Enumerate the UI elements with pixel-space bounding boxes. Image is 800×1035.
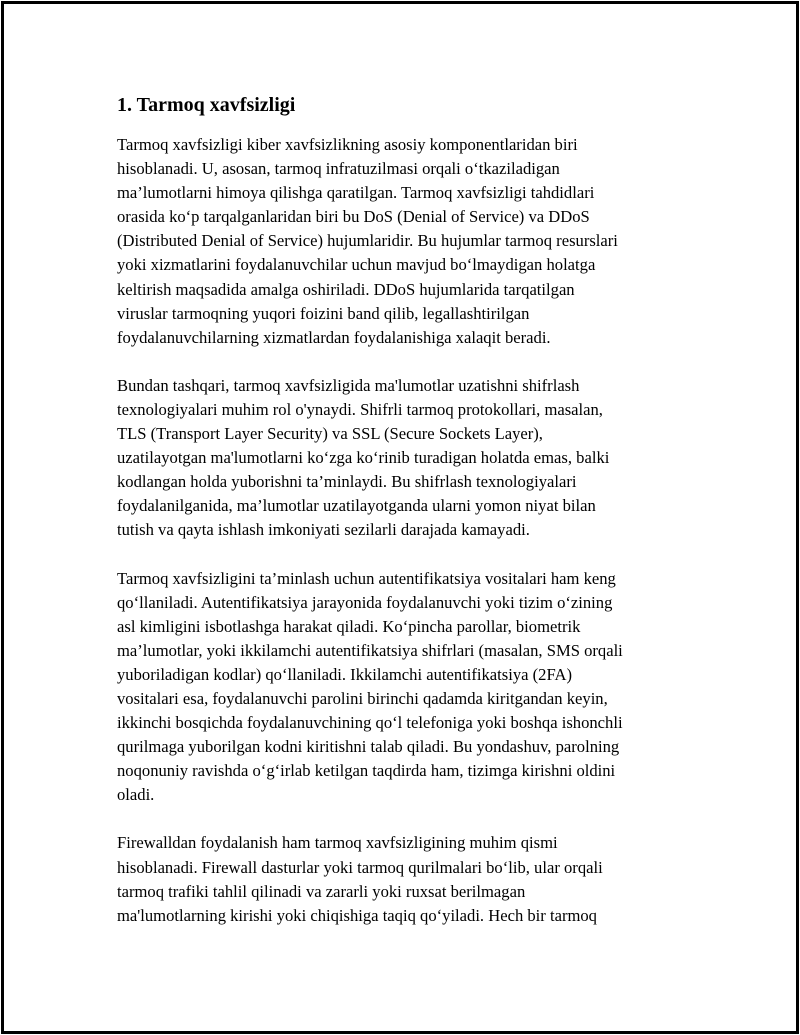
- text-line: ma'lumotlarning kirishi yoki chiqishiga taqiq qoʻyiladi. Hech bir tarmoq: [117, 905, 597, 925]
- text-line: qoʻllaniladi. Autentifikatsiya jarayonida foydalanuvchi yoki tizim oʻzining: [117, 592, 613, 612]
- text-line: oladi.: [117, 785, 155, 805]
- text-line: hisoblanadi. U, asosan, tarmoq infratuzilmasi orqali oʻtkaziladigan: [117, 159, 560, 179]
- text-line: uzatilayotgan ma'lumotlarni koʻzga koʻrinib turadigan holatda emas, balki: [117, 448, 610, 468]
- text-line: hisoblanadi. Firewall dasturlar yoki tarmoq qurilmalari boʻlib, ular orqali: [117, 857, 603, 877]
- text-line: TLS (Transport Layer Security) va SSL (Secure Sockets Layer),: [117, 424, 543, 444]
- text-line: kodlangan holda yuborishni ta’minlaydi. Bu shifrlash texnologiyalari: [117, 472, 577, 492]
- text-line: ma’lumotlar, yoki ikkilamchi autentifikatsiya shifrlari (masalan, SMS orqali: [117, 640, 623, 660]
- text-line: tarmoq trafiki tahlil qilinadi va zararli yoki ruxsat berilmagan: [117, 881, 526, 901]
- text-line: noqonuniy ravishda oʻgʻirlab ketilgan taqdirda ham, tizimga kirishni oldini: [117, 761, 616, 781]
- text-line: keltirish maqsadida amalga oshiriladi. DDoS hujumlarida tarqatilgan: [117, 279, 575, 299]
- paragraph-4: [117, 831, 677, 927]
- text-line: tutish va qayta ishlash imkoniyati sezilarli darajada kamayadi.: [117, 520, 530, 540]
- text-line: yoki xizmatlarini foydalanuvchilar uchun mavjud boʻlmaydigan holatga: [117, 255, 596, 275]
- text-line: Firewalldan foydalanish ham tarmoq xavfsizligining muhim qismi: [117, 833, 558, 853]
- text-line: Tarmoq xavfsizligi kiber xavfsizlikning asosiy komponentlaridan biri: [117, 135, 578, 154]
- text-line: ma’lumotlarni himoya qilishga qaratilgan. Tarmoq xavfsizligi tahdidlari: [117, 183, 595, 203]
- text-line: (Distributed Denial of Service) hujumlaridir. Bu hujumlar tarmoq resurslari: [117, 231, 618, 251]
- text-line: foydalanilganida, ma’lumotlar uzatilayotganda ularni yomon niyat bilan: [117, 496, 596, 516]
- section-heading: 1. Tarmoq xavfsizligi: [117, 94, 296, 116]
- text-line: Bundan tashqari, tarmoq xavfsizligida ma'lumotlar uzatishni shifrlash: [117, 375, 580, 395]
- text-line: orasida koʻp tarqalganlaridan biri bu DoS (Denial of Service) va DDoS: [117, 207, 590, 227]
- text-line: yuboriladigan kodlar) qoʻllaniladi. Ikkilamchi autentifikatsiya (2FA): [117, 664, 572, 684]
- paragraph-3: [117, 567, 677, 808]
- text-line: ikkinchi bosqichda foydalanuvchining qoʻl telefoniga yoki boshqa ishonchli: [117, 713, 623, 733]
- text-line: asl kimligini isbotlashga harakat qiladi. Koʻpincha parollar, biometrik: [117, 616, 581, 636]
- paragraph-2: [117, 374, 677, 543]
- document-content: [117, 90, 677, 952]
- text-line: Tarmoq xavfsizligini ta’minlash uchun autentifikatsiya vositalari ham keng: [117, 568, 616, 588]
- text-line: vositalari esa, foydalanuvchi parolini birinchi qadamda kiritgandan keyin,: [117, 688, 608, 708]
- text-line: qurilmaga yuborilgan kodni kiritishni talab qiladi. Bu yondashuv, parolning: [117, 737, 620, 757]
- text-line: viruslar tarmoqning yuqori foizini band qilib, legallashtirilgan: [117, 303, 530, 323]
- text-line: texnologiyalari muhim rol o'ynaydi. Shifrli tarmoq protokollari, masalan,: [117, 399, 603, 419]
- text-line: foydalanuvchilarning xizmatlardan foydalanishiga xalaqit beradi.: [117, 327, 551, 347]
- paragraph-1: [117, 133, 677, 350]
